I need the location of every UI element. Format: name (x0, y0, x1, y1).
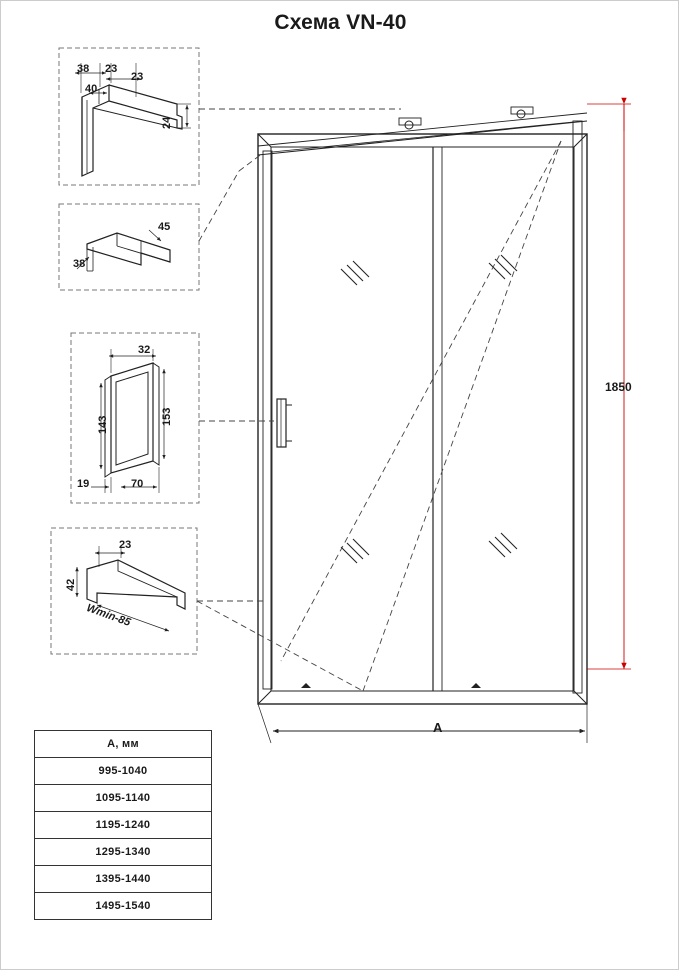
dim-top-38: 38 (77, 63, 90, 75)
glass-reflection-icon (341, 255, 517, 563)
table-cell: 1095-1140 (35, 785, 212, 812)
dim-bottom-42: 42 (65, 578, 77, 591)
table-row (35, 758, 212, 785)
dim-handle-70: 70 (131, 478, 144, 490)
dim-top-24: 24 (161, 116, 173, 129)
overall-dimension-width (258, 704, 587, 743)
callout-leaders (197, 109, 401, 601)
dim-bottom-wmin: Wmin-85 (84, 602, 133, 629)
detail-corner-profile (59, 204, 199, 290)
table-cell: 1295-1340 (35, 839, 212, 866)
table-cell: 1495-1540 (35, 893, 212, 920)
table-row (35, 893, 212, 920)
dim-handle-32: 32 (138, 344, 151, 356)
table-row (35, 785, 212, 812)
dim-bottom-23: 23 (119, 539, 132, 551)
opening-direction-lines (197, 141, 561, 691)
dim-overall-height: 1850 (605, 380, 632, 394)
table-header-row (35, 731, 212, 758)
main-shower-door-elevation (258, 107, 587, 704)
table-cell: 1395-1440 (35, 866, 212, 893)
dim-top-40: 40 (85, 83, 98, 95)
dim-top-23b: 23 (131, 71, 144, 83)
table-header-cell: A, мм (35, 731, 212, 758)
size-table (34, 730, 212, 920)
table-row (35, 839, 212, 866)
page-title: Схема VN-40 (274, 11, 407, 34)
table-row (35, 866, 212, 893)
dim-handle-19: 19 (77, 478, 90, 490)
door-handle-icon (277, 399, 292, 447)
dim-corner-45: 45 (158, 221, 171, 233)
dim-overall-width: A (433, 720, 443, 735)
table-cell: 995-1040 (35, 758, 212, 785)
dim-handle-153: 153 (161, 407, 173, 426)
table-row (35, 812, 212, 839)
dim-top-23a: 23 (105, 63, 118, 75)
dim-corner-38: 38 (73, 258, 86, 270)
dim-handle-143: 143 (97, 415, 109, 434)
table-cell: 1195-1240 (35, 812, 212, 839)
